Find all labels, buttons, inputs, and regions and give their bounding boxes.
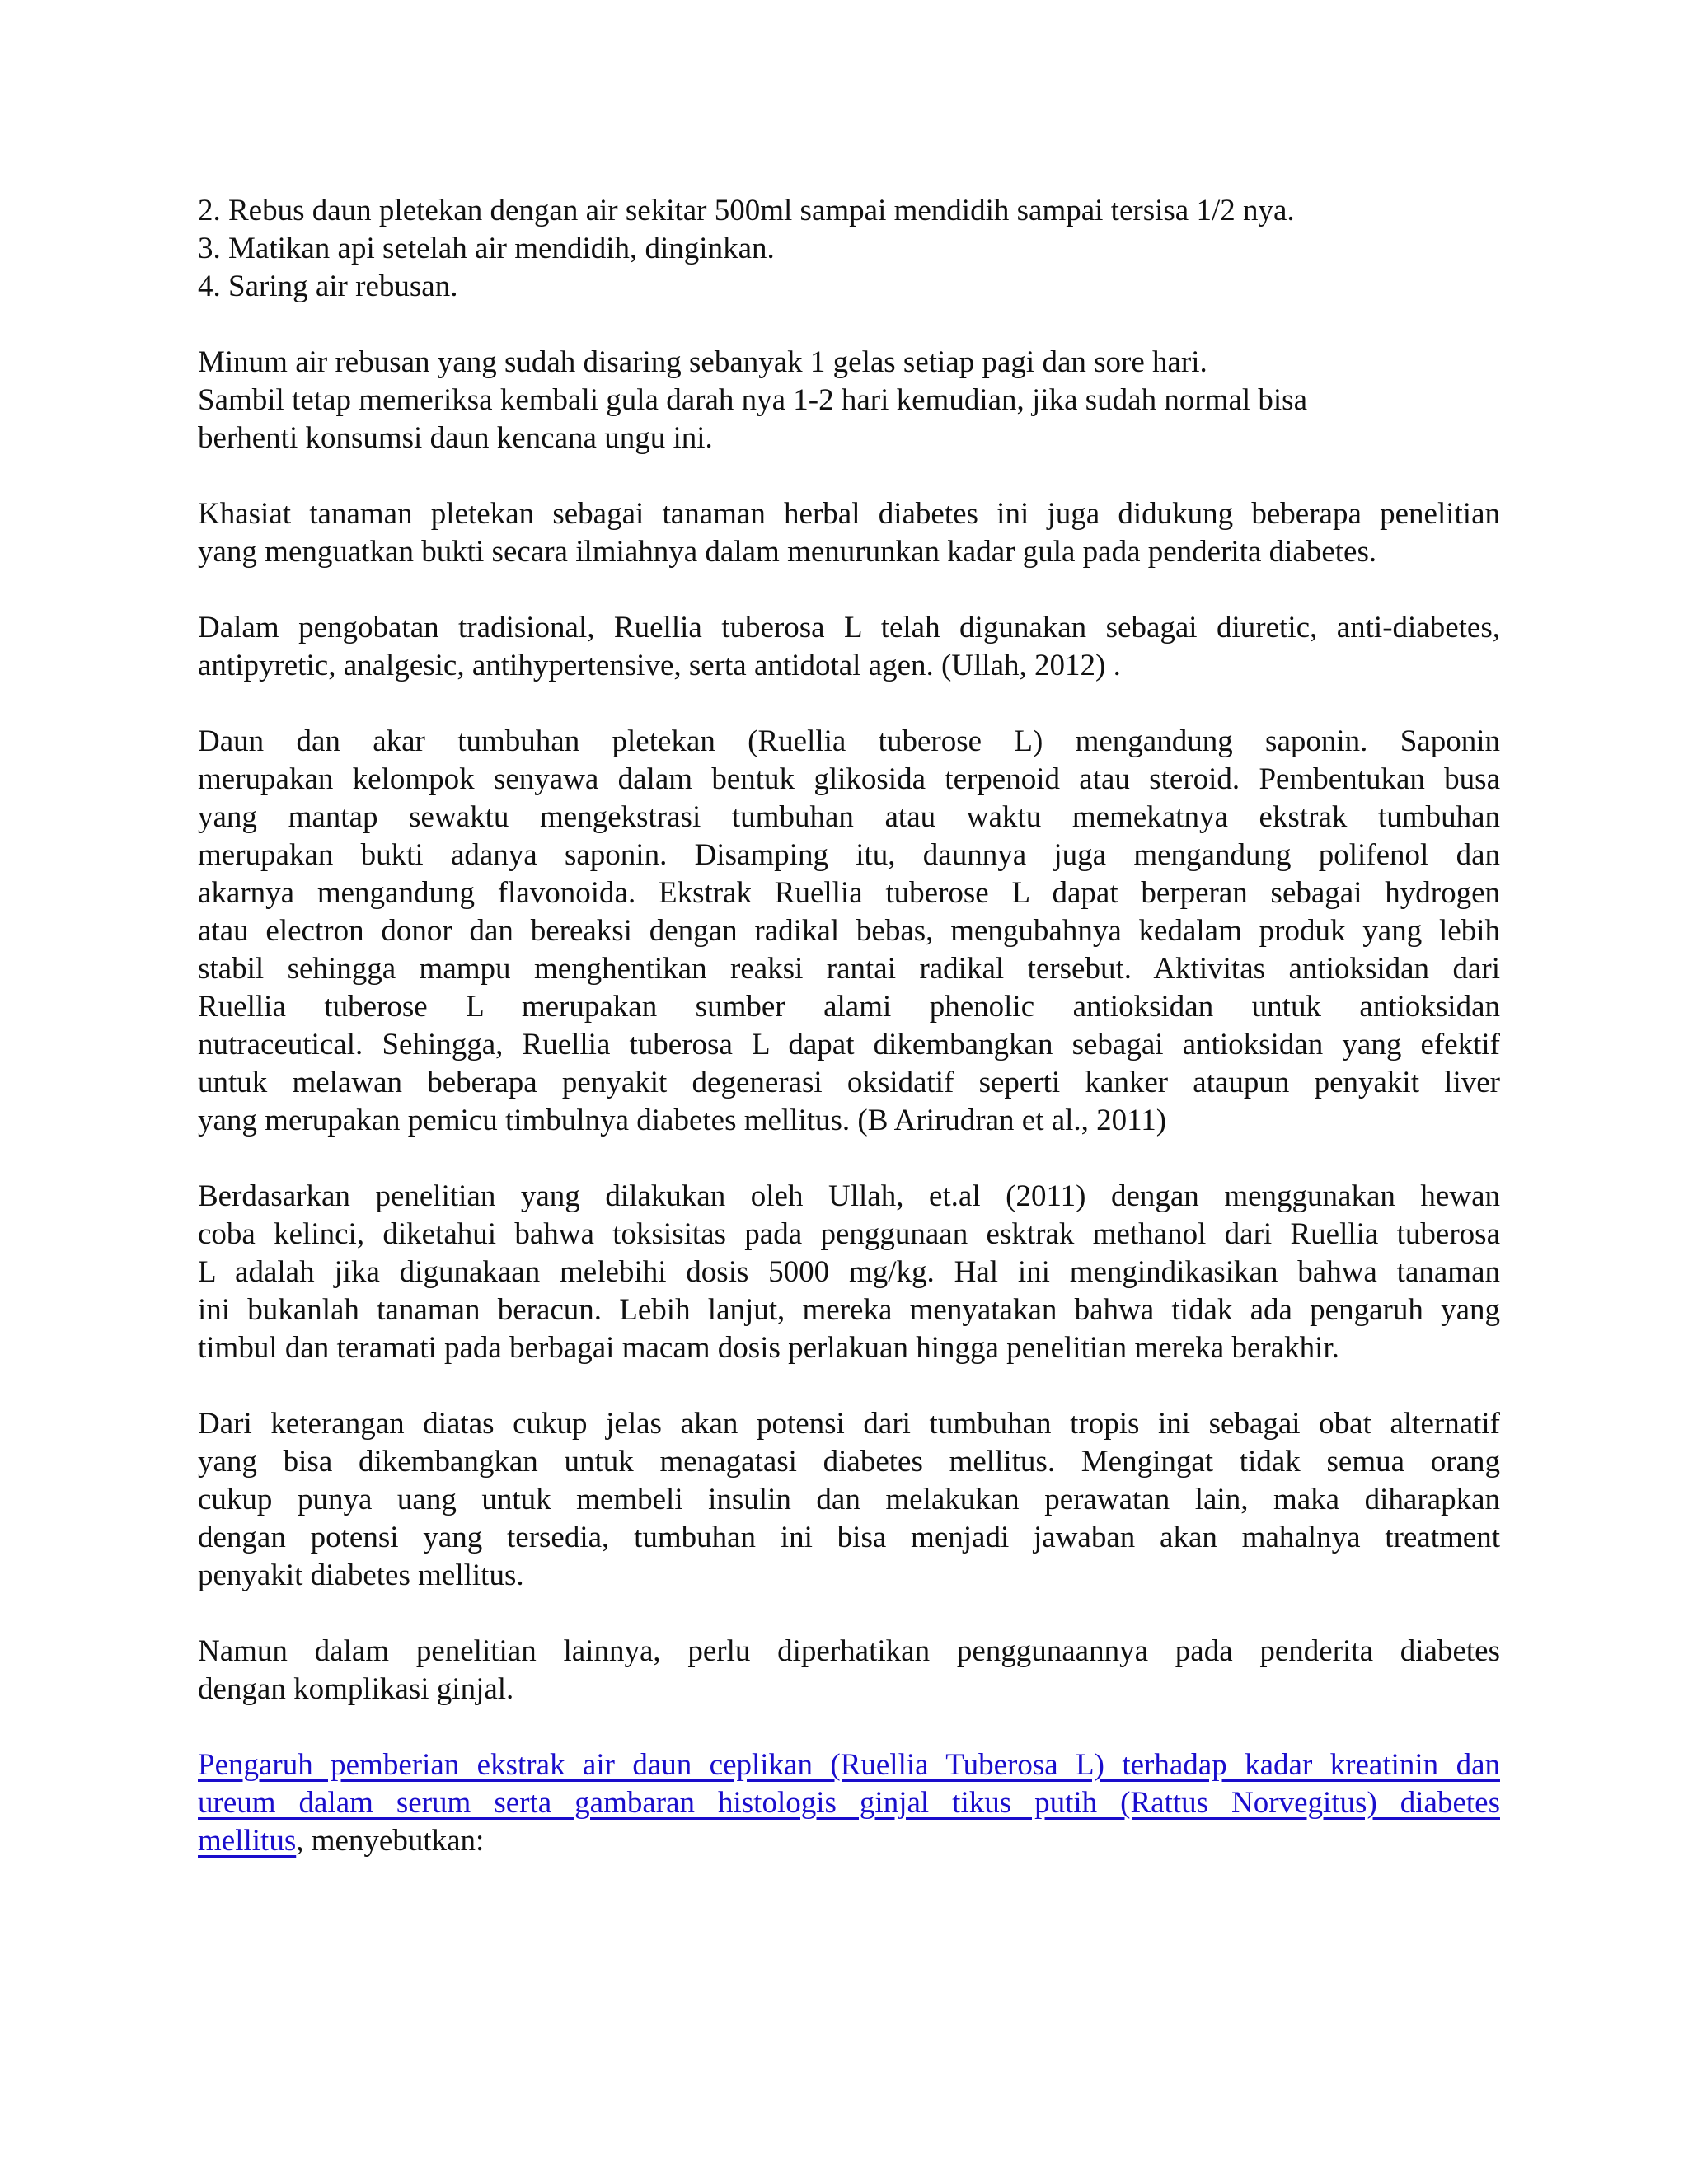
paragraph-line: dengan komplikasi ginjal. xyxy=(198,1672,514,1706)
paragraph-line: untuk melawan beberapa penyakit degenerasi oksidatif seperti kanker ataupun penyakit liver xyxy=(198,1066,1500,1099)
reference-last-line xyxy=(198,1822,1500,1860)
paragraph-line: Daun dan akar tumbuhan pletekan (Ruellia tuberose L) mengandung saponin. Saponin xyxy=(198,724,1500,758)
paragraph-line: dengan potensi yang tersedia, tumbuhan ini bisa menjadi jawaban akan mahalnya treatment xyxy=(198,1521,1500,1554)
paragraph-line: merupakan bukti adanya saponin. Disamping itu, daunnya juga mengandung polifenol dan xyxy=(198,838,1500,872)
paragraph-line: Dari keterangan diatas cukup jelas akan potensi dari tumbuhan tropis ini sebagai obat alternatif xyxy=(198,1407,1500,1441)
reference-link-line-1[interactable]: Pengaruh pemberian ekstrak air daun ceplikan (Ruellia Tuberosa L) terhadap kadar kreatinin dan xyxy=(198,1748,1500,1782)
paragraph-line: L adalah jika digunakaan melebihi dosis 5000 mg/kg. Hal ini mengindikasikan bahwa tanaman xyxy=(198,1255,1500,1289)
step-2: 2. Rebus daun pletekan dengan air sekitar 500ml sampai mendidih sampai tersisa 1/2 nya. xyxy=(198,194,1295,227)
paragraph-namun xyxy=(198,1633,1500,1708)
paragraph-line: akarnya mengandung flavonoida. Ekstrak Ruellia tuberose L dapat berperan sebagai hydrogen xyxy=(198,876,1500,910)
paragraph-daun xyxy=(198,723,1500,1140)
paragraph-line: antipyretic, analgesic, antihypertensive, serta antidotal agen. (Ullah, 2012) . xyxy=(198,649,1121,682)
paragraph-line: yang mantap sewaktu mengekstrasi tumbuhan atau waktu memekatnya ekstrak tumbuhan xyxy=(198,800,1500,834)
paragraph-line: nutraceutical. Sehingga, Ruellia tuberosa L dapat dikembangkan sebagai antioksidan yang efektif xyxy=(198,1028,1500,1062)
paragraph-line: Sambil tetap memeriksa kembali gula darah nya 1-2 hari kemudian, jika sudah normal bisa xyxy=(198,383,1308,417)
paragraph-line: Khasiat tanaman pletekan sebagai tanaman herbal diabetes ini juga didukung beberapa penelitian xyxy=(198,497,1500,531)
paragraph-line: coba kelinci, diketahui bahwa toksisitas pada penggunaan esktrak methanol dari Ruellia tuberosa xyxy=(198,1217,1500,1251)
paragraph-line: Ruellia tuberose L merupakan sumber alami phenolic antioksidan untuk antioksidan xyxy=(198,990,1500,1024)
paragraph-line: Berdasarkan penelitian yang dilakukan oleh Ullah, et.al (2011) dengan menggunakan hewan xyxy=(198,1179,1500,1213)
paragraph-line: timbul dan teramati pada berbagai macam dosis perlakuan hingga penelitian mereka berakhir. xyxy=(198,1331,1339,1365)
paragraph-line: penyakit diabetes mellitus. xyxy=(198,1558,524,1592)
paragraph-line: Minum air rebusan yang sudah disaring sebanyak 1 gelas setiap pagi dan sore hari. xyxy=(198,345,1207,379)
paragraph-line: ini bukanlah tanaman beracun. Lebih lanjut, mereka menyatakan bahwa tidak ada pengaruh yang xyxy=(198,1293,1500,1327)
paragraph-line: stabil sehingga mampu menghentikan reaksi rantai radikal tersebut. Aktivitas antioksidan dari xyxy=(198,952,1500,986)
paragraph-line: yang bisa dikembangkan untuk menagatasi diabetes mellitus. Mengingat tidak semua orang xyxy=(198,1445,1500,1479)
paragraph-minum xyxy=(198,344,1500,457)
steps-list xyxy=(198,192,1500,306)
step-4: 4. Saring air rebusan. xyxy=(198,269,458,303)
document-page xyxy=(198,192,1500,1860)
reference-link-line-2[interactable]: ureum dalam serum serta gambaran histologis ginjal tikus putih (Rattus Norvegitus) diabetes xyxy=(198,1786,1500,1820)
paragraph-line: Dalam pengobatan tradisional, Ruellia tuberosa L telah digunakan sebagai diuretic, anti-diabetes, xyxy=(198,611,1500,644)
paragraph-line: berhenti konsumsi daun kencana ungu ini. xyxy=(198,421,713,455)
reference-link-line-3[interactable]: mellitus xyxy=(198,1824,297,1858)
paragraph-khasiat xyxy=(198,495,1500,571)
paragraph-berdasarkan xyxy=(198,1178,1500,1367)
paragraph-line: yang menguatkan bukti secara ilmiahnya dalam menurunkan kadar gula pada penderita diabetes. xyxy=(198,535,1377,569)
paragraph-dari xyxy=(198,1405,1500,1595)
paragraph-line: cukup punya uang untuk membeli insulin dan melakukan perawatan lain, maka diharapkan xyxy=(198,1483,1500,1516)
paragraph-reference xyxy=(198,1746,1500,1860)
paragraph-line: atau electron donor dan bereaksi dengan radikal bebas, mengubahnya kedalam produk yang lebih xyxy=(198,914,1500,948)
reference-tail-text: , menyebutkan: xyxy=(296,1824,485,1858)
paragraph-line: Namun dalam penelitian lainnya, perlu diperhatikan penggunaannya pada penderita diabetes xyxy=(198,1634,1500,1668)
paragraph-line: yang merupakan pemicu timbulnya diabetes mellitus. (B Arirudran et al., 2011) xyxy=(198,1104,1167,1137)
paragraph-pengobatan xyxy=(198,609,1500,685)
paragraph-line: merupakan kelompok senyawa dalam bentuk glikosida terpenoid atau steroid. Pembentukan busa xyxy=(198,762,1500,796)
step-3: 3. Matikan api setelah air mendidih, dinginkan. xyxy=(198,232,775,265)
